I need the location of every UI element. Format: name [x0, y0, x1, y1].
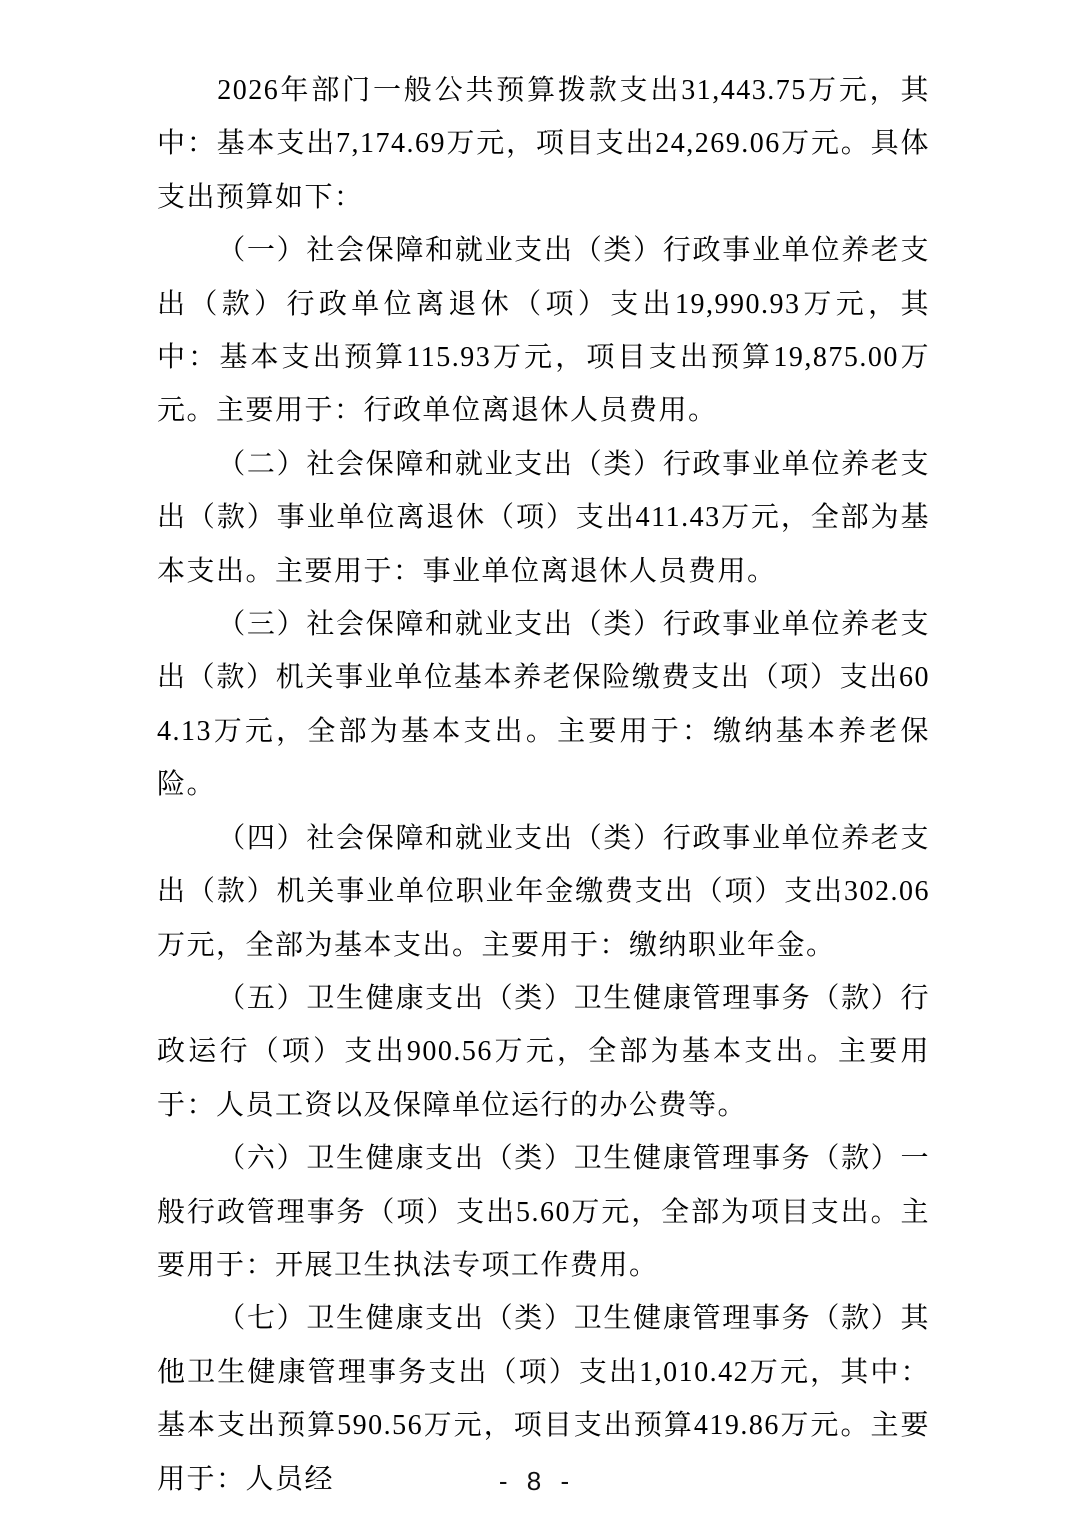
paragraph: （二）社会保障和就业支出（类）行政事业单位养老支出（款）事业单位离退休（项）支出411.43万元，全部为基本支出。主要用于：事业单位离退休人员费用。 [157, 448, 930, 587]
document-body [157, 64, 930, 1506]
paragraph: （四）社会保障和就业支出（类）行政事业单位养老支出（款）机关事业单位职业年金缴费支出（项）支出302.06万元，全部为基本支出。主要用于：缴纳职业年金。 [157, 822, 930, 961]
paragraph: （五）卫生健康支出（类）卫生健康管理事务（款）行政运行（项）支出900.56万元，全部为基本支出。主要用于：人员工资以及保障单位运行的办公费等。 [157, 982, 930, 1121]
paragraph: （六）卫生健康支出（类）卫生健康管理事务（款）一般行政管理事务（项）支出5.60万元，全部为项目支出。主要用于：开展卫生执法专项工作费用。 [157, 1143, 930, 1281]
paragraph: （三）社会保障和就业支出（类）行政事业单位养老支出（款）机关事业单位基本养老保险缴费支出（项）支出604.13万元，全部为基本支出。主要用于：缴纳基本养老保险。 [157, 609, 930, 801]
paragraph: （七）卫生健康支出（类）卫生健康管理事务（款）其他卫生健康管理事务支出（项）支出1,010.42万元，其中：基本支出预算590.56万元，项目支出预算419.86万元。主要用于：人员经 [157, 1303, 930, 1495]
page-number: - 8 - [498, 1466, 576, 1496]
paragraph: （一）社会保障和就业支出（类）行政事业单位养老支出（款）行政单位离退休（项）支出19,990.93万元，其中：基本支出预算115.93万元，项目支出预算19,875.00万元。主要用于：行政单位离退休人员费用。 [157, 235, 930, 427]
paragraph: 2026年部门一般公共预算拨款支出31,443.75万元，其中：基本支出7,174.69万元，项目支出24,269.06万元。具体支出预算如下： [157, 75, 930, 213]
page-footer [0, 1466, 1074, 1497]
